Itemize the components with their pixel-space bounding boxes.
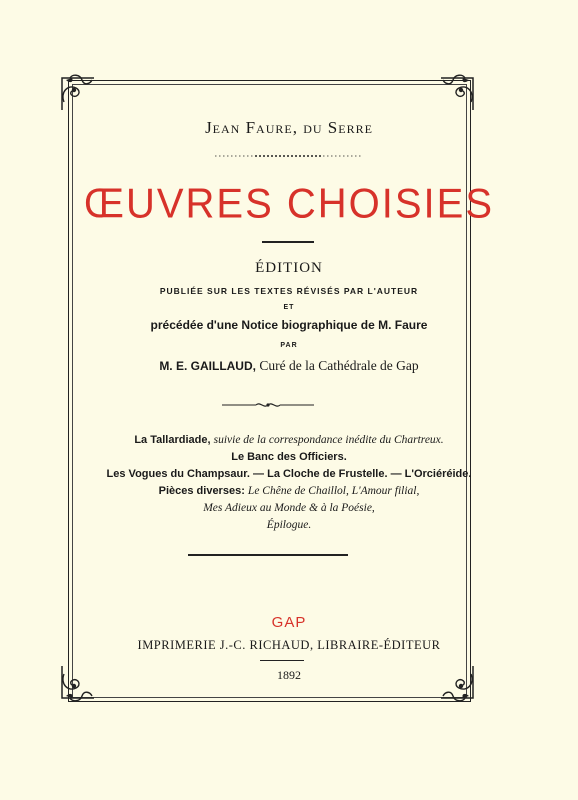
preceded-by-note: précédée d'une Notice biographique de M. Faure: [150, 318, 428, 332]
contents-item-note: suivie de la correspondance inédite du Chartreux.: [213, 434, 444, 446]
contents-item: Les Vogues du Champsaur. — La Cloche de Frustelle. — L'Orciéréide.: [106, 468, 472, 480]
section-divider: [188, 554, 348, 556]
editor-line: [0, 358, 578, 374]
editor-title: Curé de la Cathédrale de Gap: [259, 358, 419, 373]
editor-name: M. E. GAILLAUD,: [159, 359, 256, 373]
contents-item-note: Le Chêne de Chaillol, L'Amour filial,: [247, 485, 420, 497]
printer-divider: [260, 660, 304, 661]
contents-line: [0, 432, 578, 449]
contents-list: [0, 432, 578, 534]
edition-label: ÉDITION: [255, 260, 323, 276]
contents-item: Le Banc des Officiers.: [231, 451, 347, 463]
publication-note: PUBLIÉE SUR LES TEXTES RÉVISÉS PAR L'AUTEUR: [159, 286, 419, 296]
contents-line: [0, 483, 578, 500]
author-name: Jean Faure, du Serre: [205, 118, 373, 137]
book-title: ŒUVRES CHOISIES: [83, 180, 495, 228]
title-underline: [262, 241, 314, 243]
inner-border: [72, 84, 467, 698]
dotted-divider: [215, 153, 363, 159]
contents-item: La Tallardiade,: [134, 434, 211, 446]
corner-ornament-icon: [58, 72, 100, 114]
contents-line: [0, 466, 578, 483]
city-name: GAP: [271, 614, 307, 631]
contents-item: Pièces diverses:: [158, 485, 245, 497]
corner-ornament-icon: [435, 72, 477, 114]
conjunction-et: ET: [283, 304, 295, 311]
contents-line: [0, 517, 578, 534]
conjunction-par: PAR: [280, 342, 298, 349]
flourish-divider-icon: [220, 400, 316, 410]
contents-item-note: Mes Adieux au Monde & à la Poésie,: [203, 502, 375, 514]
printer-line: IMPRIMERIE J.-C. RICHAUD, LIBRAIRE-ÉDITEUR: [137, 638, 441, 652]
contents-line: [0, 500, 578, 517]
contents-line: [0, 449, 578, 466]
contents-item-note: Épilogue.: [266, 519, 312, 531]
publication-year: 1892: [277, 668, 301, 682]
